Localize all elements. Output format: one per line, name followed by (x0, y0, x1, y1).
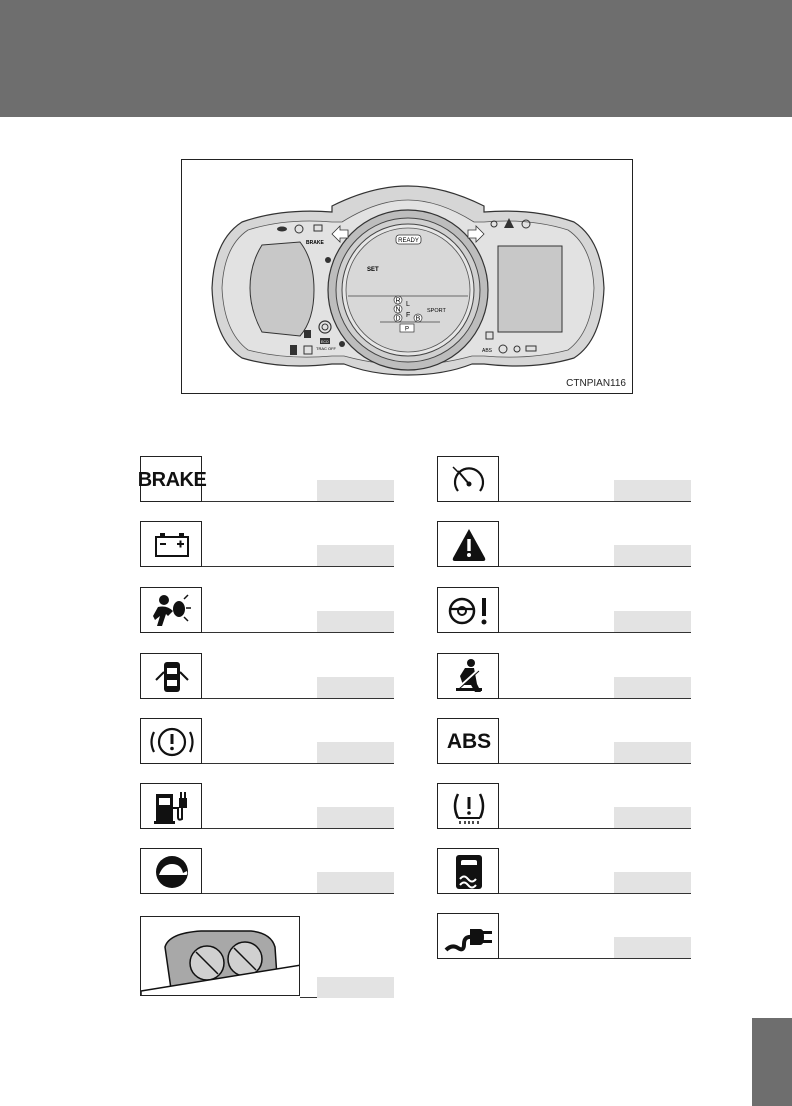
battery-warning-icon (140, 521, 202, 567)
brake-warning-text: BRAKE (137, 468, 207, 491)
warning-row-plug (437, 913, 693, 963)
meter-abs-label: ABS (482, 348, 493, 354)
fuel-plug-warning-icon (140, 783, 202, 829)
tire-pressure-warning-icon (437, 783, 499, 829)
meter-set-label: SET (367, 267, 379, 273)
warning-row-abs (437, 718, 693, 768)
page-reference (614, 545, 691, 566)
center-display (346, 228, 470, 352)
meter-sport-label: SPORT (427, 308, 446, 314)
cruise-control-icon (437, 456, 499, 502)
page-reference (317, 807, 394, 828)
abs-warning-icon (437, 718, 499, 764)
brake-warning-icon (137, 456, 207, 502)
instrument-cluster-illustration (182, 160, 634, 395)
page-reference (614, 807, 691, 828)
meter-ready-label: READY (398, 238, 419, 244)
figure-caption: CTNPIAN116 (566, 378, 626, 389)
warning-row-battery (140, 521, 396, 571)
chapter-side-tab (752, 1018, 792, 1106)
plug-in-icon (437, 913, 499, 959)
page-reference (614, 742, 691, 763)
master-warning-icon (437, 521, 499, 567)
warning-row-turtle (140, 848, 396, 898)
page-reference (614, 480, 691, 501)
warning-row-eps (437, 587, 693, 637)
meter-shift-b: B (415, 315, 421, 323)
meter-shift-l: L (406, 301, 410, 308)
page-reference (614, 677, 691, 698)
open-door-warning-icon (140, 653, 202, 699)
page-reference (317, 977, 394, 998)
page-reference (614, 611, 691, 632)
output-limit-turtle-icon (140, 848, 202, 894)
warning-row-tpms (437, 783, 693, 833)
warning-row-fuel (140, 783, 396, 833)
meter-eco-label: ECO (321, 340, 329, 344)
meter-shift-p: P (404, 326, 410, 333)
meter-trac-off-label: TRAC OFF (316, 346, 336, 351)
warning-row-master (437, 521, 693, 571)
warning-row-slip (437, 848, 693, 898)
page-header-band (0, 0, 792, 117)
airbag-warning-icon (140, 587, 202, 633)
steering-warning-icon (437, 587, 499, 633)
page-reference (317, 742, 394, 763)
page-reference (614, 937, 691, 958)
slip-indicator-icon (437, 848, 499, 894)
warning-row-seatbelt (437, 653, 693, 703)
meter-shift-d: D (395, 315, 401, 323)
warning-row-parking-brake (140, 718, 396, 768)
meter-shift-r: R (395, 297, 401, 305)
left-display (250, 242, 314, 336)
page-reference (317, 872, 394, 893)
page-reference (317, 677, 394, 698)
meter-shift-n: N (395, 306, 401, 314)
page-reference (614, 872, 691, 893)
warning-row-buttons (140, 916, 396, 1000)
warning-row-brake (137, 456, 396, 506)
warning-row-door (140, 653, 396, 703)
meter-brake-label: BRAKE (306, 240, 324, 246)
abs-warning-text: ABS (446, 730, 492, 753)
instrument-cluster-figure (181, 159, 633, 394)
meter-shift-f: F (406, 312, 411, 319)
right-display (498, 246, 562, 332)
page-reference (317, 611, 394, 632)
seatbelt-warning-icon (437, 653, 499, 699)
page-reference (317, 545, 394, 566)
parking-brake-warning-icon (140, 718, 202, 764)
button-panel-illustration (140, 916, 300, 996)
page-reference (317, 480, 394, 501)
warning-row-airbag (140, 587, 396, 637)
warning-row-cruise (437, 456, 693, 506)
